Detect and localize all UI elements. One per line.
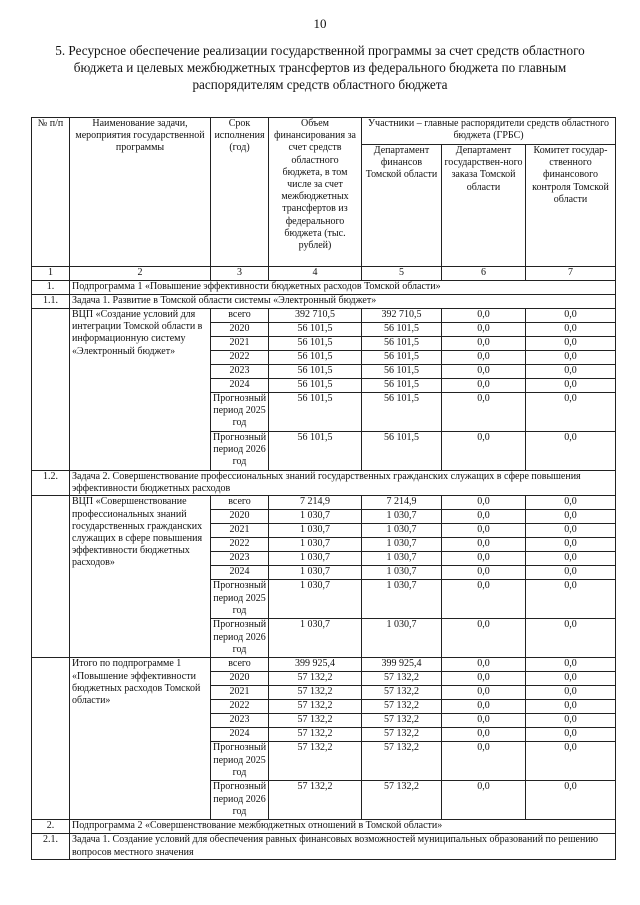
value-total: 1 030,7 [269, 510, 362, 524]
value-total: 57 132,2 [269, 742, 362, 781]
value-total: 7 214,9 [269, 496, 362, 510]
value-control-committee: 0,0 [526, 524, 616, 538]
col-number: 7 [526, 267, 616, 281]
header-num: № п/п [32, 118, 70, 267]
value-total: 57 132,2 [269, 672, 362, 686]
term-cell: 2024 [211, 728, 269, 742]
value-control-committee: 0,0 [526, 351, 616, 365]
value-control-committee: 0,0 [526, 580, 616, 619]
value-dept-finance: 399 925,4 [362, 658, 442, 672]
col-number: 3 [211, 267, 269, 281]
value-dept-procurement: 0,0 [442, 337, 526, 351]
term-cell: Прогнозный период 2025 год [211, 742, 269, 781]
value-dept-finance: 56 101,5 [362, 365, 442, 379]
term-cell: всего [211, 658, 269, 672]
value-dept-procurement: 0,0 [442, 510, 526, 524]
value-dept-finance: 56 101,5 [362, 351, 442, 365]
section-num: 2. [32, 820, 70, 834]
value-total: 57 132,2 [269, 686, 362, 700]
value-control-committee: 0,0 [526, 309, 616, 323]
value-dept-finance: 57 132,2 [362, 728, 442, 742]
term-cell: всего [211, 309, 269, 323]
value-control-committee: 0,0 [526, 700, 616, 714]
value-control-committee: 0,0 [526, 619, 616, 658]
section-row [32, 281, 616, 295]
value-dept-procurement: 0,0 [442, 686, 526, 700]
value-dept-procurement: 0,0 [442, 365, 526, 379]
value-dept-finance: 56 101,5 [362, 432, 442, 471]
value-control-committee: 0,0 [526, 496, 616, 510]
term-cell: 2021 [211, 524, 269, 538]
document-title: 5. Ресурсное обеспечение реализации государственной программы за счет средств областного бюджета и целевых межбюджетных трансфертов из федерального бюджета по главным распорядителям средств областного бюджета [55, 43, 585, 92]
value-total: 392 710,5 [269, 309, 362, 323]
value-dept-procurement: 0,0 [442, 351, 526, 365]
data-row [32, 309, 616, 323]
term-cell: Прогнозный период 2025 год [211, 393, 269, 432]
value-dept-finance: 1 030,7 [362, 619, 442, 658]
resource-table [31, 117, 616, 860]
value-dept-finance: 1 030,7 [362, 566, 442, 580]
value-control-committee: 0,0 [526, 781, 616, 820]
value-dept-procurement: 0,0 [442, 672, 526, 686]
value-control-committee: 0,0 [526, 538, 616, 552]
value-control-committee: 0,0 [526, 510, 616, 524]
value-dept-procurement: 0,0 [442, 742, 526, 781]
value-dept-finance: 56 101,5 [362, 379, 442, 393]
value-dept-finance: 1 030,7 [362, 510, 442, 524]
value-control-committee: 0,0 [526, 365, 616, 379]
measure-name: ВЦП «Совершенствование профессиональных знаний государственных гражданских служащих в сфере повышения эффективности бюджетных расходов» [70, 496, 211, 658]
value-control-committee: 0,0 [526, 686, 616, 700]
section-text: Задача 1. Развитие в Томской области системы «Электронный бюджет» [70, 295, 616, 309]
term-cell: 2024 [211, 379, 269, 393]
value-total: 57 132,2 [269, 714, 362, 728]
value-dept-procurement: 0,0 [442, 728, 526, 742]
value-control-committee: 0,0 [526, 742, 616, 781]
section-text: Подпрограмма 1 «Повышение эффективности бюджетных расходов Томской области» [70, 281, 616, 295]
value-total: 57 132,2 [269, 700, 362, 714]
value-dept-finance: 57 132,2 [362, 781, 442, 820]
value-total: 56 101,5 [269, 323, 362, 337]
value-dept-finance: 57 132,2 [362, 742, 442, 781]
value-total: 1 030,7 [269, 552, 362, 566]
value-dept-procurement: 0,0 [442, 379, 526, 393]
header-participants: Участники – главные распорядители средств областного бюджета (ГРБС) [362, 118, 616, 145]
value-control-committee: 0,0 [526, 728, 616, 742]
value-control-committee: 0,0 [526, 337, 616, 351]
value-dept-procurement: 0,0 [442, 700, 526, 714]
value-total: 1 030,7 [269, 566, 362, 580]
column-number-row [32, 267, 616, 281]
value-dept-finance: 1 030,7 [362, 552, 442, 566]
value-dept-procurement: 0,0 [442, 714, 526, 728]
value-total: 1 030,7 [269, 580, 362, 619]
term-cell: 2023 [211, 552, 269, 566]
value-control-committee: 0,0 [526, 552, 616, 566]
section-row [32, 834, 616, 859]
value-dept-finance: 1 030,7 [362, 538, 442, 552]
term-cell: 2021 [211, 337, 269, 351]
term-cell: Прогнозный период 2026 год [211, 432, 269, 471]
value-control-committee: 0,0 [526, 323, 616, 337]
value-dept-finance: 57 132,2 [362, 672, 442, 686]
value-total: 56 101,5 [269, 365, 362, 379]
measure-name: Итого по подпрограмме 1 «Повышение эффективности бюджетных расходов Томской области» [70, 658, 211, 820]
value-total: 1 030,7 [269, 619, 362, 658]
term-cell: 2023 [211, 365, 269, 379]
section-row [32, 295, 616, 309]
header-p2: Департамент государствен-ного заказа Томской области [442, 145, 526, 267]
section-num: 1.2. [32, 471, 70, 496]
value-dept-procurement: 0,0 [442, 552, 526, 566]
value-total: 56 101,5 [269, 432, 362, 471]
value-dept-procurement: 0,0 [442, 393, 526, 432]
value-control-committee: 0,0 [526, 714, 616, 728]
value-dept-procurement: 0,0 [442, 781, 526, 820]
value-dept-procurement: 0,0 [442, 619, 526, 658]
value-dept-procurement: 0,0 [442, 580, 526, 619]
value-dept-procurement: 0,0 [442, 323, 526, 337]
header-volume: Объем финансирования за счет средств областного бюджета, в том числе за счет межбюджетных трансфертов из федерального бюджета (тыс. рублей) [269, 118, 362, 267]
header-term: Срок исполнения (год) [211, 118, 269, 267]
col-number: 6 [442, 267, 526, 281]
value-control-committee: 0,0 [526, 658, 616, 672]
value-dept-procurement: 0,0 [442, 658, 526, 672]
value-dept-finance: 56 101,5 [362, 393, 442, 432]
section-num: 2.1. [32, 834, 70, 859]
value-dept-finance: 56 101,5 [362, 337, 442, 351]
row-num-cell [32, 496, 70, 658]
term-cell: 2021 [211, 686, 269, 700]
term-cell: 2020 [211, 323, 269, 337]
value-total: 1 030,7 [269, 538, 362, 552]
term-cell: 2022 [211, 351, 269, 365]
value-total: 56 101,5 [269, 379, 362, 393]
header-p3: Комитет государ-ственного финансового контроля Томской области [526, 145, 616, 267]
value-dept-finance: 56 101,5 [362, 323, 442, 337]
page-number: 10 [313, 16, 327, 31]
section-num: 1. [32, 281, 70, 295]
value-dept-finance: 57 132,2 [362, 686, 442, 700]
term-cell: 2024 [211, 566, 269, 580]
header-p1: Департамент финансов Томской области [362, 145, 442, 267]
value-control-committee: 0,0 [526, 393, 616, 432]
term-cell: Прогнозный период 2025 год [211, 580, 269, 619]
term-cell: 2023 [211, 714, 269, 728]
value-control-committee: 0,0 [526, 379, 616, 393]
term-cell: 2022 [211, 538, 269, 552]
term-cell: 2020 [211, 510, 269, 524]
value-dept-procurement: 0,0 [442, 432, 526, 471]
value-dept-finance: 57 132,2 [362, 700, 442, 714]
col-number: 2 [70, 267, 211, 281]
section-row [32, 820, 616, 834]
header-task: Наименование задачи, мероприятия государственной программы [70, 118, 211, 267]
value-dept-finance: 1 030,7 [362, 580, 442, 619]
value-total: 56 101,5 [269, 351, 362, 365]
row-num-cell [32, 658, 70, 820]
value-control-committee: 0,0 [526, 566, 616, 580]
value-total: 399 925,4 [269, 658, 362, 672]
data-row [32, 658, 616, 672]
term-cell: 2020 [211, 672, 269, 686]
value-dept-finance: 7 214,9 [362, 496, 442, 510]
value-total: 57 132,2 [269, 781, 362, 820]
term-cell: всего [211, 496, 269, 510]
value-control-committee: 0,0 [526, 672, 616, 686]
section-row [32, 471, 616, 496]
value-dept-procurement: 0,0 [442, 309, 526, 323]
term-cell: Прогнозный период 2026 год [211, 781, 269, 820]
value-dept-procurement: 0,0 [442, 496, 526, 510]
data-row [32, 496, 616, 510]
header-row [32, 118, 616, 145]
section-text: Задача 1. Создание условий для обеспечения равных финансовых возможностей муниципальных образований по решению вопросов местного значения [70, 834, 616, 859]
value-dept-procurement: 0,0 [442, 524, 526, 538]
value-total: 56 101,5 [269, 337, 362, 351]
value-dept-finance: 57 132,2 [362, 714, 442, 728]
section-text: Подпрограмма 2 «Совершенствование межбюджетных отношений в Томской области» [70, 820, 616, 834]
term-cell: 2022 [211, 700, 269, 714]
row-num-cell [32, 309, 70, 471]
col-number: 4 [269, 267, 362, 281]
col-number: 1 [32, 267, 70, 281]
value-control-committee: 0,0 [526, 432, 616, 471]
value-total: 1 030,7 [269, 524, 362, 538]
value-dept-procurement: 0,0 [442, 538, 526, 552]
value-dept-procurement: 0,0 [442, 566, 526, 580]
section-num: 1.1. [32, 295, 70, 309]
value-total: 57 132,2 [269, 728, 362, 742]
value-total: 56 101,5 [269, 393, 362, 432]
col-number: 5 [362, 267, 442, 281]
section-text: Задача 2. Совершенствование профессиональных знаний государственных гражданских служащих в сфере повышения эффективности бюджетных расходов [70, 471, 616, 496]
value-dept-finance: 392 710,5 [362, 309, 442, 323]
term-cell: Прогнозный период 2026 год [211, 619, 269, 658]
value-dept-finance: 1 030,7 [362, 524, 442, 538]
measure-name: ВЦП «Создание условий для интеграции Томской области в информационную систему «Электронный бюджет» [70, 309, 211, 471]
